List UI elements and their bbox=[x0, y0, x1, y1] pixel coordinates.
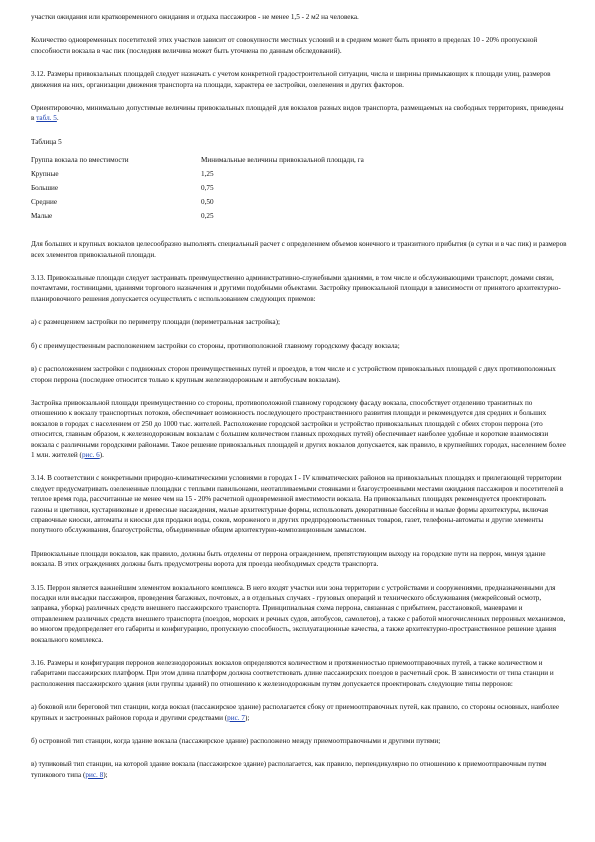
list-item-a: а) с размещением застройки по периметру площади (периметральная застройка); bbox=[31, 318, 280, 327]
table-row bbox=[31, 169, 501, 183]
table-5 bbox=[31, 155, 501, 225]
paragraph-3-12: 3.12. Размеры привокзальных площадей следует назначать с учетом конкретной градостроительной ситуации, числа и ширины примыкающих к площади улиц, размеров движения на них, организации движения транспорта на площади, характера ее застройки, озеленения и других факторов. bbox=[31, 70, 551, 89]
table-cell-value: 0,75 bbox=[201, 184, 214, 193]
paragraph-3-13: 3.13. Привокзальные площади следует застраивать преимущественно административно-служебными зданиями, в том числе и обслуживающими транспорт, домами связи, почтамтами, гостиницами, зданиями торгового назначения и другими подобными объектами. Застройку привокзальной площади в зависимости от принятого архитектурно-планировочного решения допускается осуществлять с использованием следующих приемов: bbox=[31, 274, 561, 303]
orientation-text-end: . bbox=[56, 114, 59, 123]
table-cell-group: Средние bbox=[31, 198, 58, 207]
list-item-316-v bbox=[31, 759, 567, 780]
table-cell-value: 0,50 bbox=[201, 198, 214, 207]
table-header-area: Минимальные величины привокзальной площади, га bbox=[201, 156, 364, 165]
list-item-b: б) с преимущественным расположением застройки со стороны, противоположной главному городскому фасаду вокзала; bbox=[31, 341, 400, 350]
item-a-text-end: ); bbox=[244, 713, 250, 722]
paragraph-top: участки ожидания или кратковременного ожидания и отдыха пассажиров - не менее 1,5 - 2 м2 на человека. bbox=[31, 13, 359, 21]
list-item-316-a bbox=[31, 702, 567, 723]
figure-8-link[interactable]: рис. 8 bbox=[85, 770, 104, 779]
table-header-group: Группа вокзала по вместимости bbox=[31, 156, 129, 165]
paragraph-3-14: 3.14. В соответствии с конкретными природно-климатическими условиями в городах I - IV климатических районов на привокзальных площадях и прилегающей территории следует предусматривать озелененные площадки с теплыми павильонами, неотапливаемыми стоянками и благоустроенными местами ожидания пассажиров и посетителей в теплое время года, рассчитанные не менее чем на 15 - 20% расчетной одновременной вместимости вокзала. На привокзальных площадях рекомендуется проектировать газоны и цветники, кустарниковые и древесные насаждения, малые архитектурные формы, использовать декоративные бассейны и малые формы архитектуры, включая справочные киоски, автоматы и киоски для продажи воды, соков, мороженого и других предпродовольственных товаров, газет, телефоны-автоматы и другие элементы попутного обслуживания, благоустройства, объединенные общим архитектурно-композиционным замыслом. bbox=[31, 474, 564, 535]
development-text: Застройка привокзальной площади преимущественно со стороны, противоположной главному городскому фасаду вокзала, способствует отделению транзитных по отношению к вокзалу транспортных потоков, обеспечивает возможность последующего пространственного развития площади и рекомендуется для средних и больших вокзалов в городах с населением от 250 до 1000 тыс. жителей. Расположение городской застройки и устройство привокзальных площадей с обеих сторон перрона (это относится, главным образом, к железнодорожным вокзалам с большим количеством главных проходных путей) обеспечивает наиболее удобные и короткие взаимосвязи вокзала с различными городскими районами. Такое решение привокзальных площадей и других вокзалов допускается, как правило, в крупнейших городах, населением более 1 млн. жителей ( bbox=[31, 398, 566, 459]
table-row bbox=[31, 211, 501, 225]
paragraph-orientation bbox=[31, 103, 567, 124]
item-a-text: а) боковой или береговой тип станции, когда вокзал (пассажирское здание) располагается сбоку от приемоотправочных путей, как правило, со стороны основных, наиболее крупных и застроенных районов города и другими средствами ( bbox=[31, 703, 560, 722]
table-row bbox=[31, 197, 501, 211]
list-item-v: в) с расположением застройки с подвижных сторон преимущественных путей и проездов, в том числе и с устройством привокзальных площадей с двух противоположных сторон перрона (последнее относится только к крупным железнодорожным и автобусным вокзалам). bbox=[31, 365, 556, 384]
table-cell-value: 1,25 bbox=[201, 170, 214, 179]
paragraph-3-15: 3.15. Перрон является важнейшим элементом вокзального комплекса. В него входят участки или зона территории с устройствами и сооружениями, предназначенными для посадки или высадки пассажиров, проведения багажных, почтовых, а в отдельных случаях - грузовых операций и технического обслуживания (межрейсовый осмотр, заправка, уборка) различных средств внешнего пассажирского транспорта. Принципиальная схема перрона, связанная с прибытием, расстановкой, маневрами и отправлением различных средств внешнего транспорта (поездов, морских и речных судов, автобусов, самолетов), а также с работой многочисленных перронных механизмов, во многом предопределяет его габариты и конфигурацию, пропускную способность, эксплуатационные качества, а также архитектурно-пространственное решение здания вокзального комплекса. bbox=[31, 583, 566, 644]
table-row bbox=[31, 183, 501, 197]
paragraph-big-stations: Для больших и крупных вокзалов целесообразно выполнять специальный расчет с определением объемов конечного и транзитного прибытия (в сутки и в час пик) и размеров всех элементов привокзальной площади. bbox=[31, 240, 567, 259]
item-v-text-end: ); bbox=[103, 770, 108, 779]
table-header-row bbox=[31, 155, 501, 169]
table-cell-group: Малые bbox=[31, 212, 53, 221]
figure-7-link[interactable]: рис. 7 bbox=[227, 713, 245, 722]
paragraph-visitor-count: Количество одновременных посетителей этих участков зависит от совокупности местных условий и в среднем может быть принято в пределах 10 - 20% пропускной способности вокзала в час пик (последняя величина может быть уточнена по данным обследований). bbox=[31, 36, 538, 55]
table-cell-group: Крупные bbox=[31, 170, 59, 179]
table-cell-value: 0,25 bbox=[201, 212, 214, 221]
table-5-link[interactable]: табл. 5 bbox=[36, 114, 57, 123]
orientation-text: Ориентировочно, минимально допустимые величины привокзальных площадей для вокзалов разных видов транспорта, размещаемых на свободных территориях, приведены в bbox=[31, 104, 564, 123]
table-cell-group: Большие bbox=[31, 184, 59, 193]
document-page bbox=[31, 12, 567, 793]
paragraph-development bbox=[31, 398, 567, 460]
development-text-end: ). bbox=[99, 450, 104, 459]
figure-6-link[interactable]: рис. 6 bbox=[81, 450, 100, 459]
list-item-316-b: б) островной тип станции, когда здание вокзала (пассажирское здание) расположено между приемоотправочными и другими путями; bbox=[31, 737, 441, 746]
table-caption: Таблица 5 bbox=[31, 137, 62, 146]
paragraph-3-16: 3.16. Размеры и конфигурация перронов железнодорожных вокзалов определяются количеством и протяженностью приемоотправочных путей, а также количеством и габаритами пассажирских платформ. При этом длина платформ должна соответствовать длине пассажирских поездов в расчетный срок. В зависимости от типа станции и расположения пассажирского здания (или группы зданий) по отношению к железнодорожным путям допускается проектировать следующие типы перронов: bbox=[31, 659, 554, 688]
paragraph-station-squares: Привокзальные площади вокзалов, как правило, должны быть отделены от перрона ограждением, препятствующим выходу на городские пути на перрон, минуя здание вокзала. В этих ограждениях должны быть предусмотрены ворота для проезда необходимых средств транспорта. bbox=[31, 549, 546, 569]
item-v-text: в) тупиковый тип станции, на которой здание вокзала (пассажирское здание) располагается, как правило, перпендикулярно по отношению к приемоотправочным путям тупикового типа ( bbox=[31, 760, 547, 779]
